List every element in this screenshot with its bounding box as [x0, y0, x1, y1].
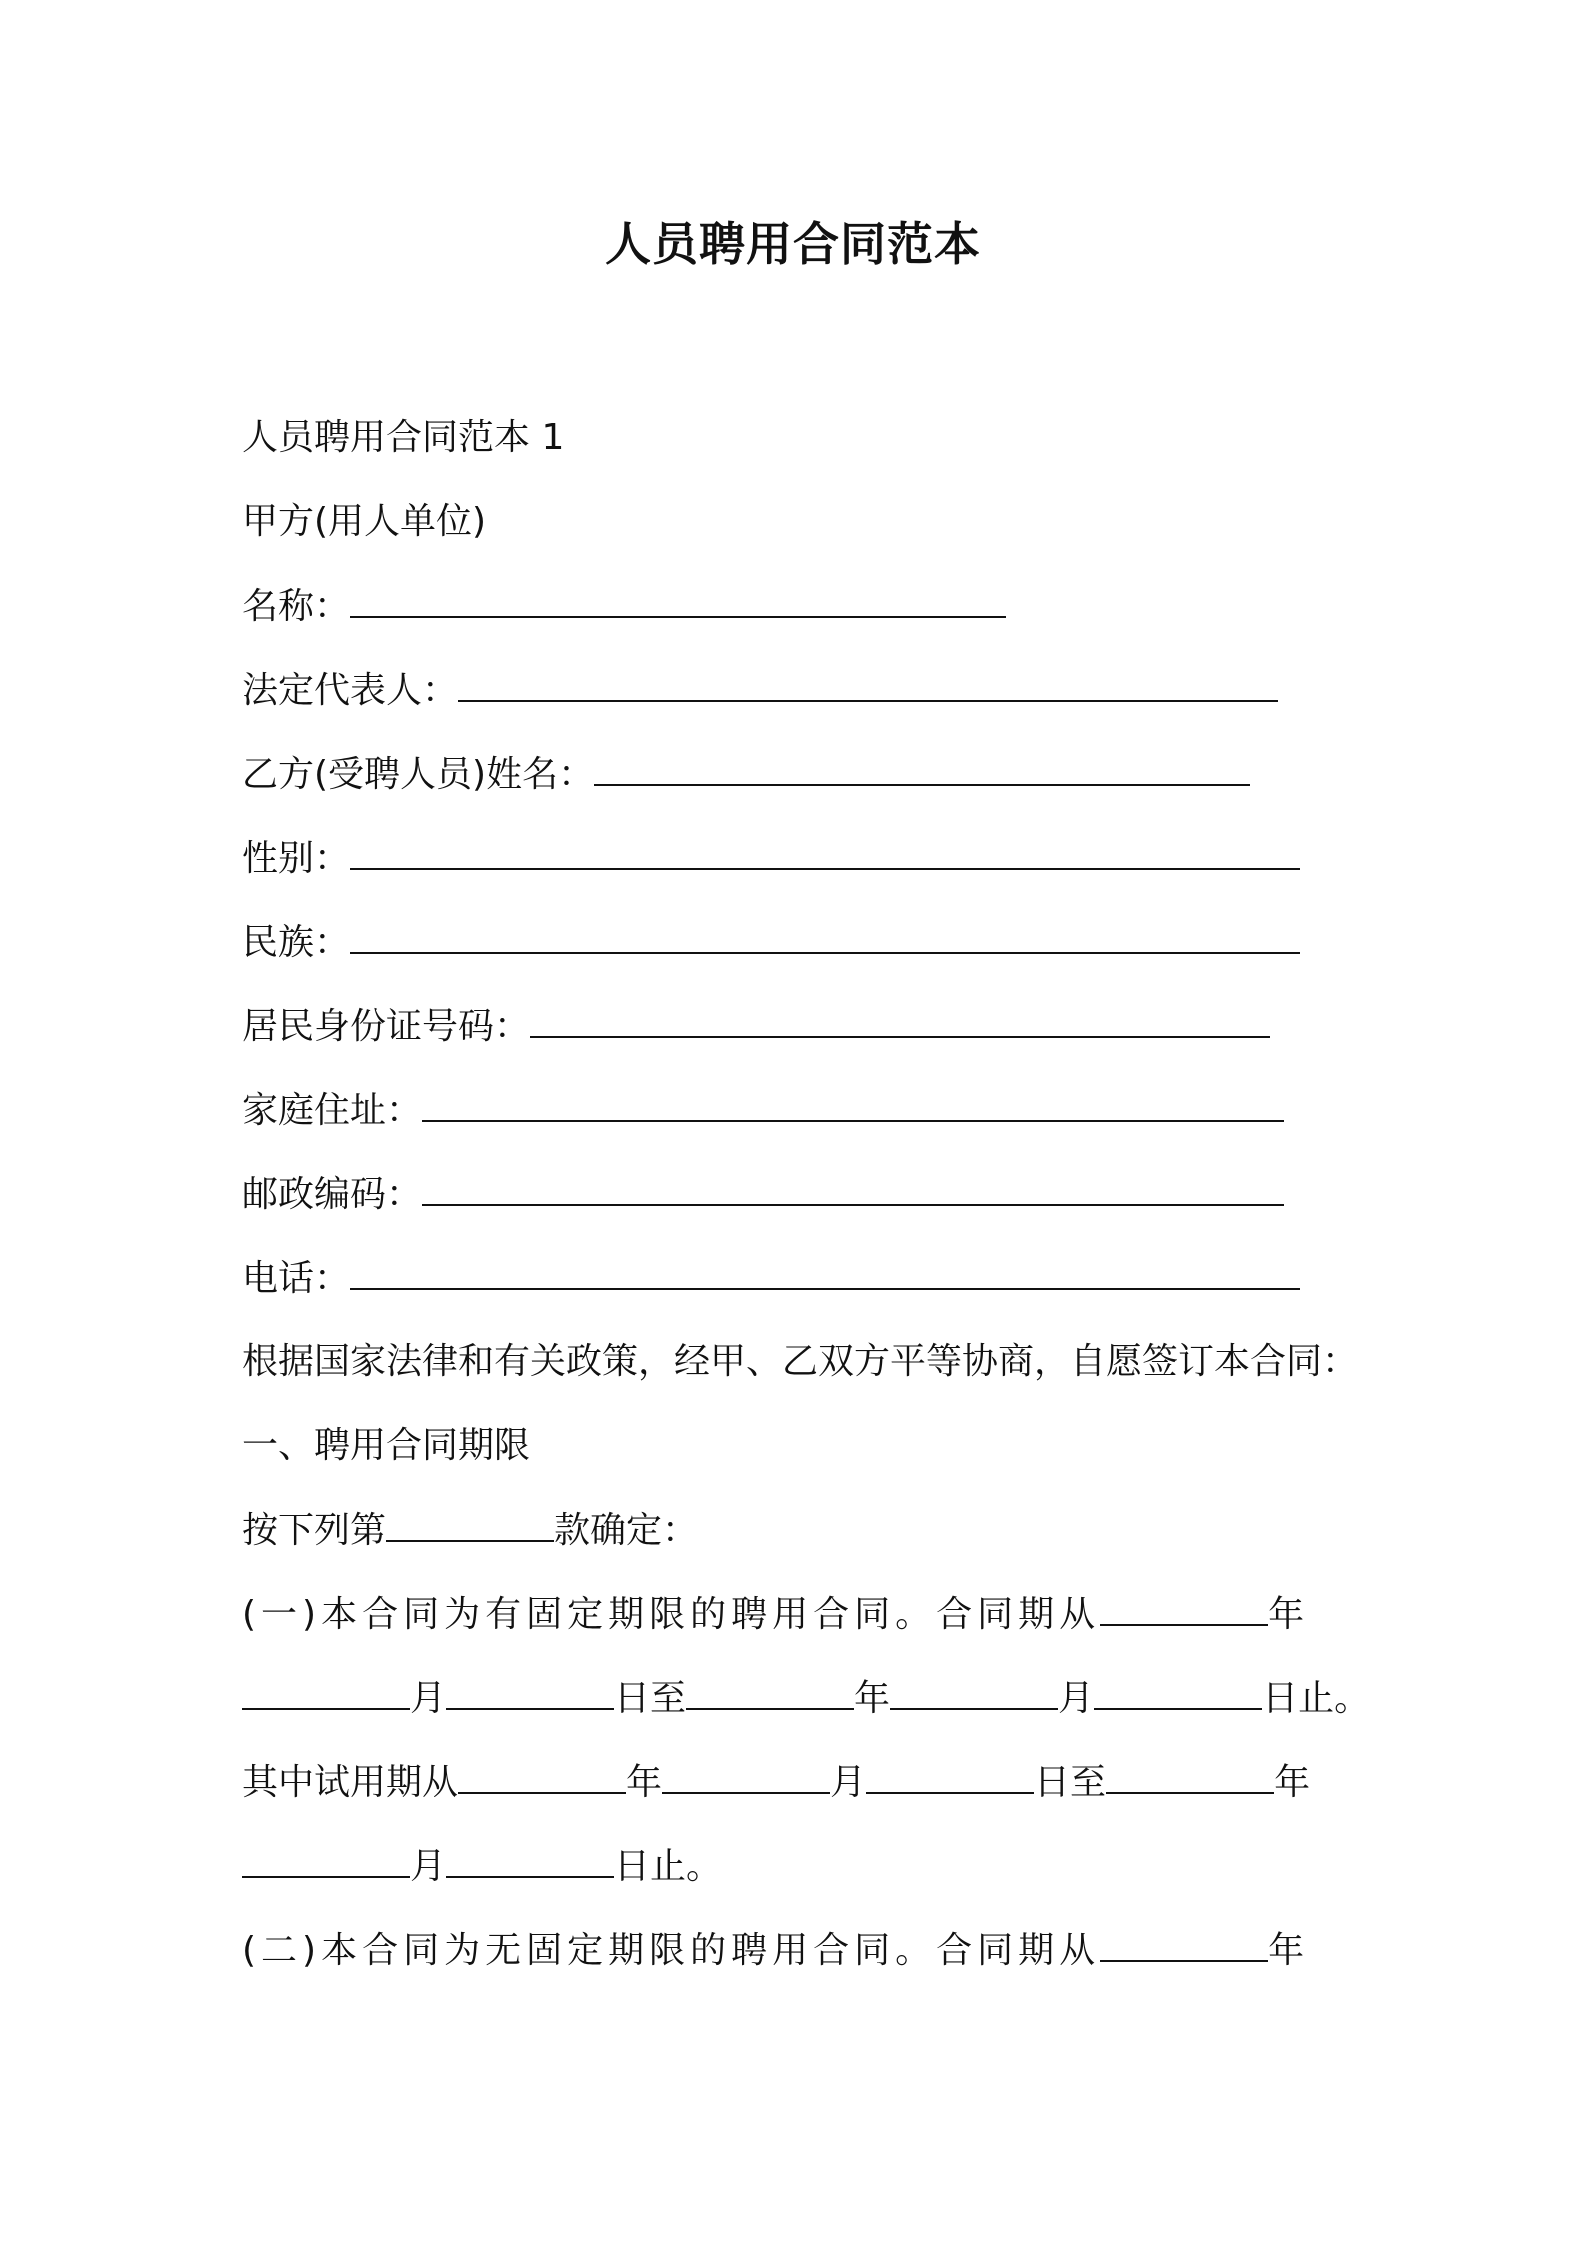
clause-1-start-day-blank[interactable]	[446, 1674, 614, 1710]
clause-1-day-end-label: 日止。	[1262, 1678, 1371, 1719]
field-phone	[242, 1254, 1300, 1303]
field-id-number-label: 居民身份证号码：	[242, 1006, 531, 1047]
field-address-blank[interactable]	[422, 1086, 1284, 1122]
field-phone-label: 电话：	[242, 1258, 351, 1299]
field-ethnicity-label: 民族：	[242, 922, 351, 963]
probation-start-year-blank[interactable]	[458, 1758, 626, 1794]
field-gender	[242, 834, 1300, 883]
clause-1-start-month-blank[interactable]	[242, 1674, 410, 1710]
probation-end-year-blank[interactable]	[1106, 1758, 1274, 1794]
field-ethnicity-blank[interactable]	[350, 918, 1300, 954]
field-gender-blank[interactable]	[350, 834, 1300, 870]
document-title: 人员聘用合同范本	[605, 217, 981, 271]
field-party-b-name	[242, 750, 1250, 799]
field-id-number-blank[interactable]	[530, 1002, 1270, 1038]
select-clause	[242, 1506, 698, 1555]
select-clause-suffix: 款确定：	[554, 1510, 699, 1551]
preamble-text: 根据国家法律和有关政策，经甲、乙双方平等协商，自愿签订本合同：	[242, 1341, 1359, 1382]
probation-year-label: 年	[626, 1762, 663, 1803]
clause-1-line-1	[242, 1590, 1309, 1639]
probation-prefix: 其中试用期从	[242, 1762, 459, 1803]
clause-1-end-month-label: 月	[1058, 1678, 1095, 1719]
field-name-blank[interactable]	[350, 582, 1006, 618]
field-phone-blank[interactable]	[350, 1254, 1300, 1290]
clause-1-end-day-blank[interactable]	[1094, 1674, 1262, 1710]
probation-month-label: 月	[830, 1762, 867, 1803]
field-postal-code-label: 邮政编码：	[242, 1174, 423, 1215]
field-legal-rep-label: 法定代表人：	[242, 670, 459, 711]
clause-1-start-year-blank[interactable]	[1100, 1590, 1268, 1626]
clause-1-end-year-label: 年	[854, 1678, 891, 1719]
contract-subtitle: 人员聘用合同范本 1	[242, 417, 565, 458]
clause-1-year-label: 年	[1268, 1594, 1310, 1635]
clause-1-end-year-blank[interactable]	[686, 1674, 854, 1710]
clause-2-start-year-blank[interactable]	[1100, 1926, 1268, 1962]
clause-2-prefix: (二)本合同为无固定期限的聘用合同。合同期从	[242, 1930, 1101, 1971]
field-ethnicity	[242, 918, 1300, 967]
probation-end-year-label: 年	[1274, 1762, 1311, 1803]
field-address	[242, 1086, 1284, 1135]
probation-start-day-blank[interactable]	[866, 1758, 1034, 1794]
section-1-title: 一、聘用合同期限	[242, 1425, 531, 1466]
clause-2-line-1	[242, 1926, 1309, 1975]
field-name-label: 名称：	[242, 586, 351, 627]
clause-1-month-label: 月	[410, 1678, 447, 1719]
probation-day-to-label: 日至	[1034, 1762, 1107, 1803]
probation-end-day-blank[interactable]	[446, 1842, 614, 1878]
party-a-heading: 甲方(用人单位)	[242, 501, 487, 542]
probation-day-end-label: 日止。	[614, 1846, 723, 1887]
field-name	[242, 582, 1006, 631]
clause-1-prefix: (一)本合同为有固定期限的聘用合同。合同期从	[242, 1594, 1101, 1635]
clause-1-line-2	[242, 1674, 1370, 1723]
probation-start-month-blank[interactable]	[662, 1758, 830, 1794]
field-address-label: 家庭住址：	[242, 1090, 423, 1131]
clause-1-end-month-blank[interactable]	[890, 1674, 1058, 1710]
field-legal-rep-blank[interactable]	[458, 666, 1278, 702]
clause-number-blank[interactable]	[386, 1506, 554, 1542]
select-clause-prefix: 按下列第	[242, 1510, 387, 1551]
probation-line-2	[242, 1842, 722, 1891]
field-party-b-name-blank[interactable]	[594, 750, 1250, 786]
field-postal-code	[242, 1170, 1284, 1219]
probation-end-month-label: 月	[410, 1846, 447, 1887]
probation-line-1	[242, 1758, 1310, 1807]
field-id-number	[242, 1002, 1270, 1051]
clause-1-day-to-label: 日至	[614, 1678, 687, 1719]
field-party-b-name-label: 乙方(受聘人员)姓名：	[242, 754, 595, 795]
clause-2-year-label: 年	[1268, 1930, 1310, 1971]
probation-end-month-blank[interactable]	[242, 1842, 410, 1878]
field-legal-rep	[242, 666, 1278, 715]
field-postal-code-blank[interactable]	[422, 1170, 1284, 1206]
field-gender-label: 性别：	[242, 838, 351, 879]
